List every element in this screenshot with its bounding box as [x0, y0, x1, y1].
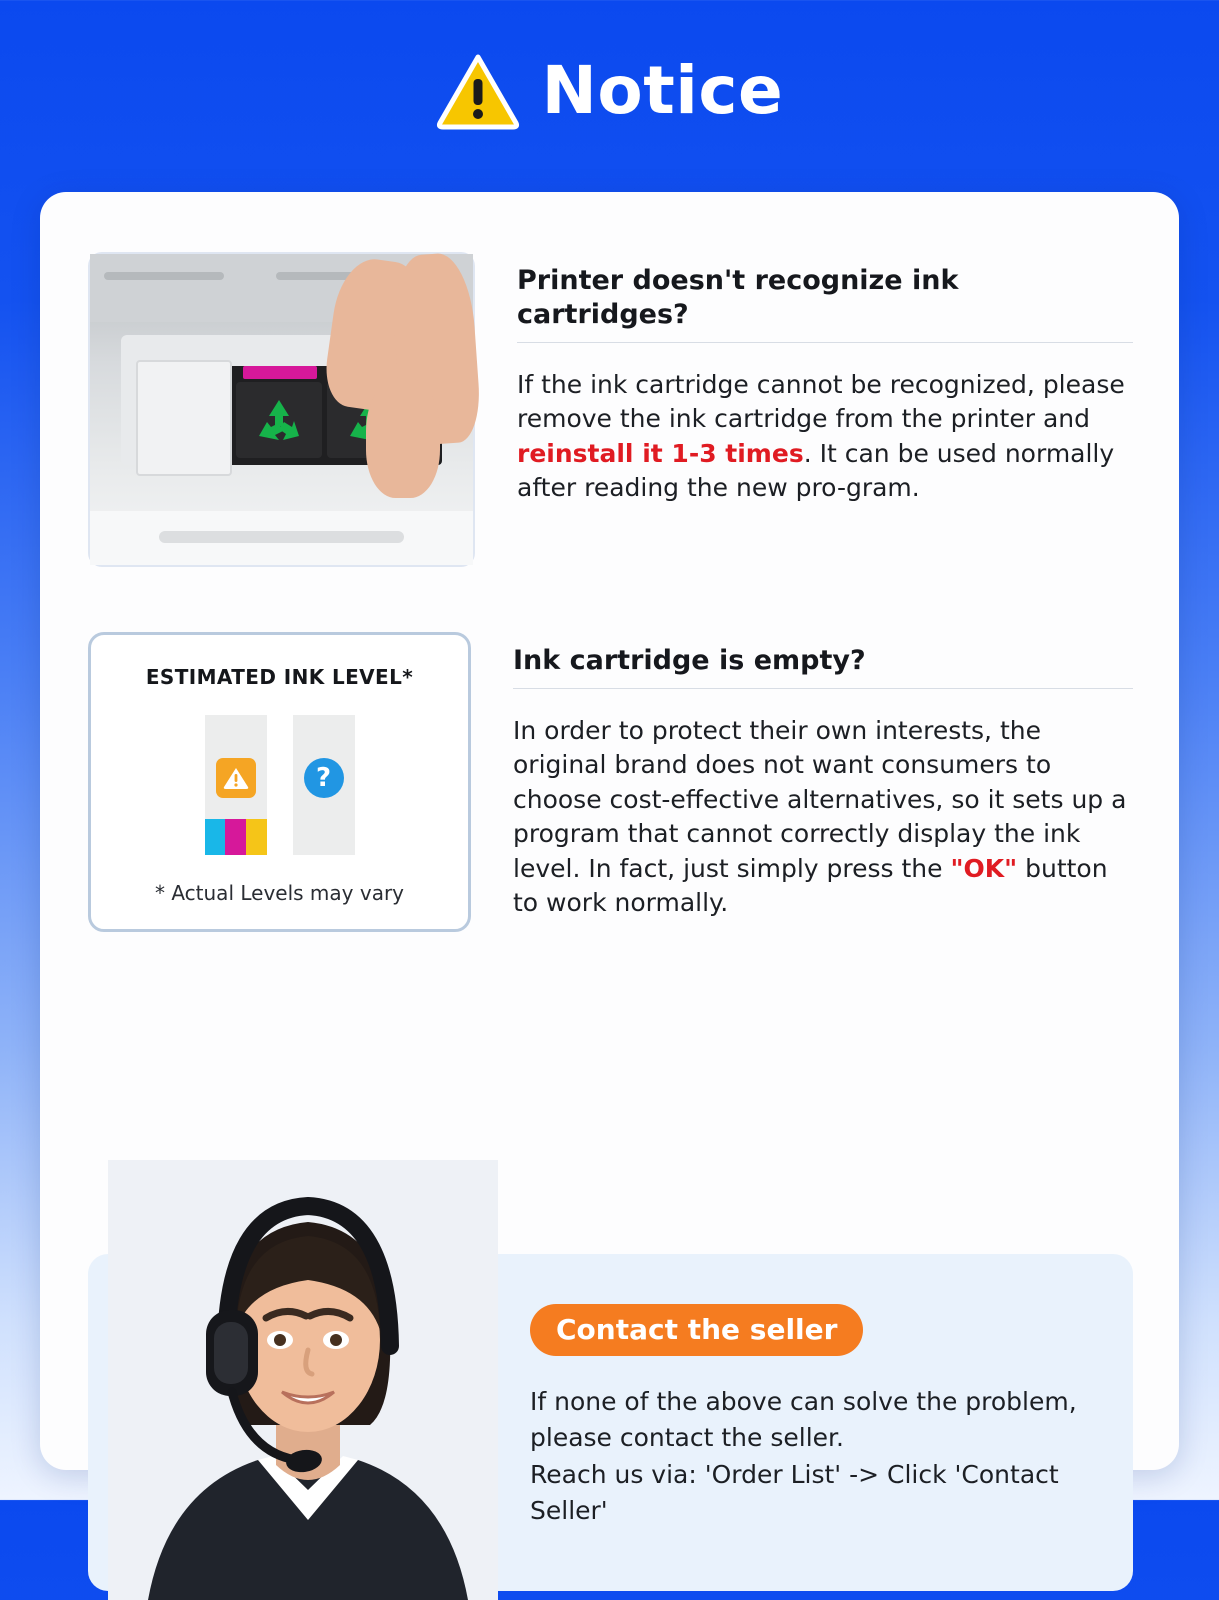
- empty-question-title: Ink cartridge is empty?: [513, 645, 866, 676]
- warning-triangle-icon: [436, 53, 520, 129]
- ink-bar-black: [293, 715, 355, 855]
- contact-text-column: [530, 1304, 1110, 1529]
- contact-line-1: If none of the above can solve the problem, please contact the seller.: [530, 1387, 1077, 1453]
- cmy-level-fill: [205, 819, 267, 855]
- empty-text-column: [513, 632, 1133, 946]
- warning-triangle-icon: [216, 758, 256, 798]
- support-agent-photo: [108, 1160, 498, 1600]
- section-empty-cartridge: [88, 632, 1133, 946]
- section-contact: [40, 1062, 1179, 1525]
- recognition-question-title: Printer doesn't recognize ink cartridges?: [517, 265, 959, 330]
- recognition-body-highlight: reinstall it 1-3 times: [517, 438, 804, 468]
- estimated-ink-level-panel: [88, 632, 471, 932]
- contact-the-seller-button[interactable]: Contact the seller: [530, 1304, 863, 1356]
- empty-body-tail: button to work normally.: [513, 853, 1108, 918]
- recognition-body: [517, 368, 1133, 506]
- ink-bar-color: [205, 715, 267, 855]
- recognition-text-column: [517, 252, 1133, 531]
- printer-cartridge-photo: [88, 252, 475, 567]
- question-mark-icon: ?: [304, 758, 344, 798]
- empty-body-highlight: "OK": [950, 853, 1018, 883]
- notice-card: [40, 192, 1179, 1525]
- empty-body: [513, 714, 1133, 921]
- ink-panel-title: ESTIMATED INK LEVEL*: [145, 665, 414, 689]
- ink-panel-note: * Actual Levels may vary: [154, 881, 405, 905]
- contact-body: [530, 1384, 1110, 1529]
- page-header: [0, 0, 1219, 182]
- ink-level-bars: [205, 715, 355, 855]
- empty-body-lead: In order to protect their own interests, the original brand does not want consumers to choose cost-effective alternatives, so it sets up a program that cannot correctly display the ink level. In fact, just simply press the: [513, 715, 1127, 883]
- recognition-body-lead: If the ink cartridge cannot be recognized, please remove the ink cartridge from the printer and: [517, 369, 1125, 433]
- page-title: Notice: [541, 52, 784, 129]
- divider: [513, 688, 1133, 689]
- divider: [517, 342, 1133, 343]
- contact-line-2: Reach us via: 'Order List' -> Click 'Contact Seller': [530, 1459, 1059, 1525]
- section-recognition: [88, 252, 1133, 567]
- recognition-body-tail: . It can be used normally after reading the new pro-gram.: [517, 438, 1115, 502]
